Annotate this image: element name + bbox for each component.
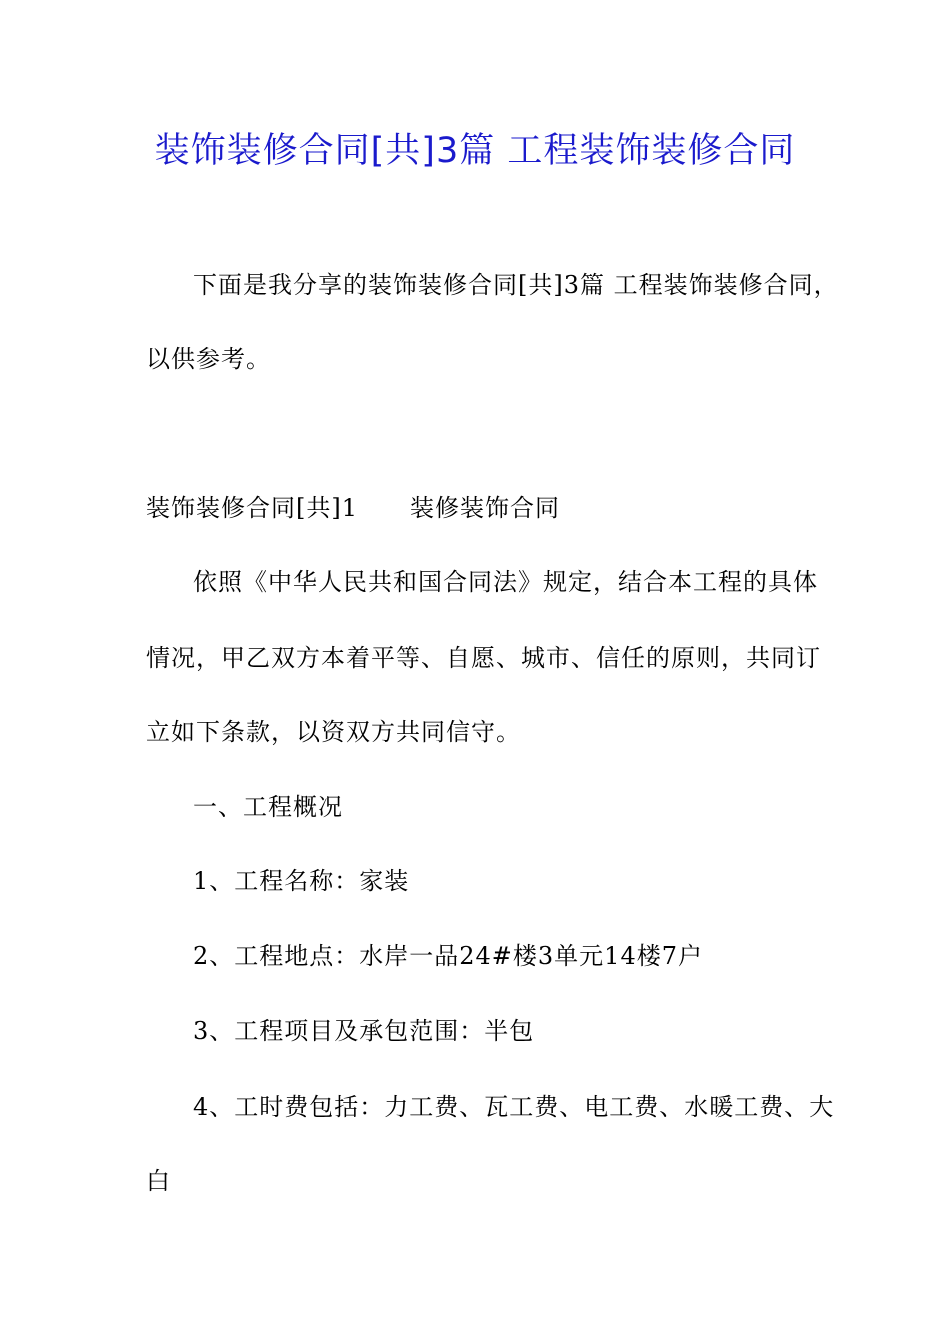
clause-4: 3、工程项目及承包范围：半包: [193, 1017, 535, 1045]
preamble-line-1: 依照《中华人民共和国合同法》规定，结合本工程的具体: [193, 568, 818, 596]
preamble-line-3: 立如下条款，以资双方共同信守。: [146, 718, 521, 746]
intro-line-2: 以供参考。: [146, 345, 271, 373]
clause-5-continuation: 白: [146, 1167, 171, 1195]
section-heading-number: 装饰装修合同[共]1: [146, 494, 358, 522]
clause-2: 1、工程名称：家装: [193, 867, 410, 895]
clause-5: 4、工时费包括：力工费、瓦工费、电工费、水暖工费、大: [193, 1093, 835, 1121]
intro-line-1: 下面是我分享的装饰装修合同[共]3篇 工程装饰装修合同，: [193, 271, 839, 299]
clause-1: 一、工程概况: [193, 793, 343, 821]
preamble-line-2: 情况，甲乙双方本着平等、自愿、城市、信任的原则，共同订: [146, 644, 821, 672]
section-heading-subtitle: 装修装饰合同: [410, 494, 560, 522]
section-heading: [146, 491, 560, 525]
document-title: 装饰装修合同[共]3篇 工程装饰装修合同: [154, 131, 796, 171]
clause-3: 2、工程地点：水岸一品24#楼3单元14楼7户: [193, 942, 703, 970]
